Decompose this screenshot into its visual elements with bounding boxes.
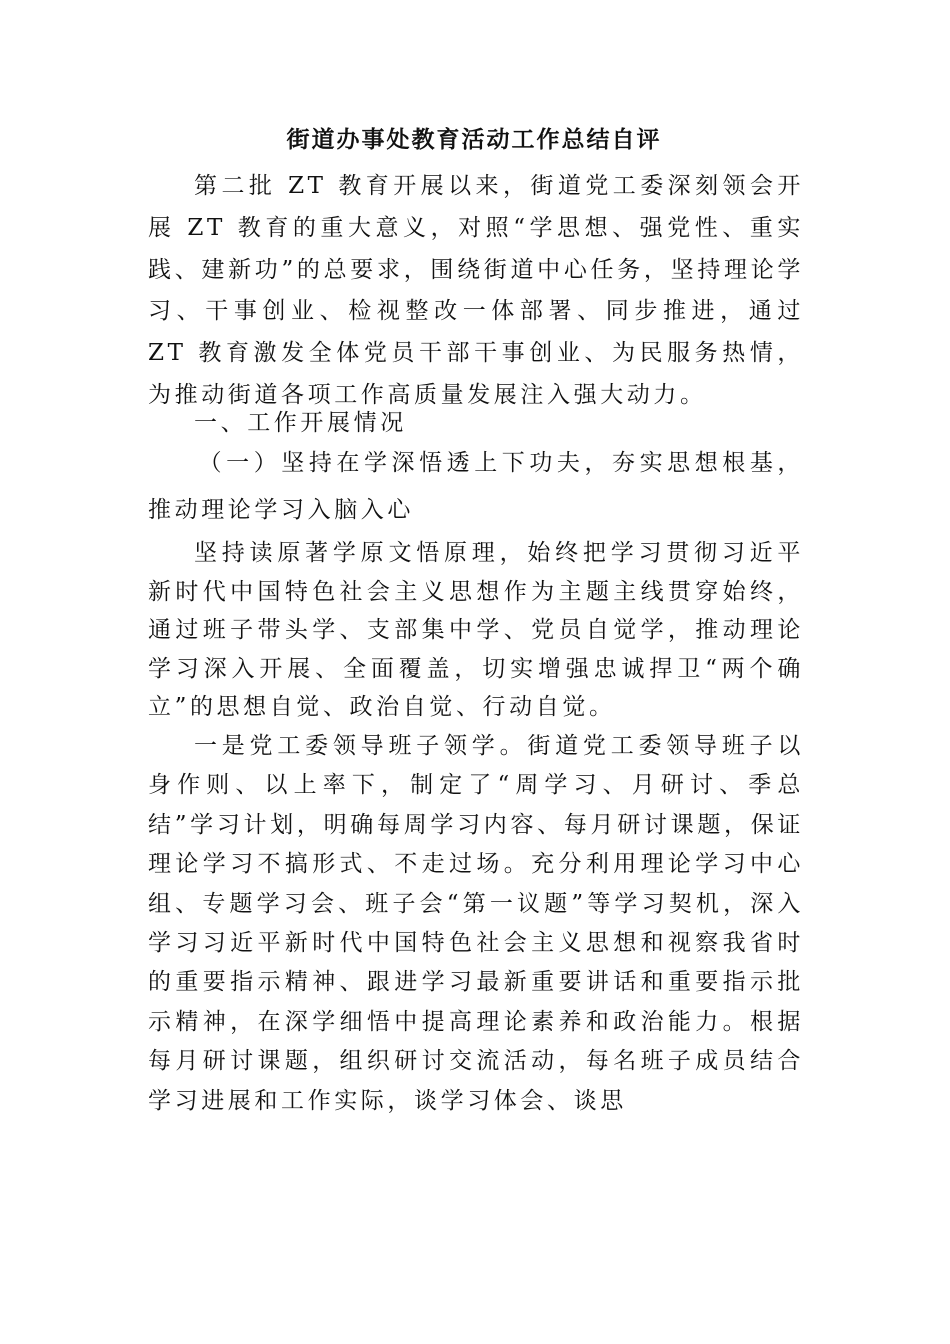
body-paragraph: 一是党工委领导班子领学。街道党工委领导班子以身作则、以上率下，制定了“周学习、月研讨、季总结”学习计划，明确每周学习内容、每月研讨课题，保证理论学习不搞形式、不走过场。充分利用理论学习中心组、专题学习会、班子会“第一议题”等学习契机，深入学习习近平新时代中国特色社会主义思想和视察我省时的重要指示精神、跟进学习最新重要讲话和重要指示批示精神，在深学细悟中提高理论素养和政治能力。根据每月研讨课题，组织研讨交流活动，每名班子成员结合学习进展和工作实际，谈学习体会、谈思: [148, 733, 804, 1114]
body-paragraph: 坚持读原著学原文悟原理，始终把学习贯彻习近平新时代中国特色社会主义思想作为主题主线贯穿始终，通过班子带头学、支部集中学、党员自觉学，推动理论学习深入开展、全面覆盖，切实增强忠诚捍卫“两个确立”的思想自觉、政治自觉、行动自觉。: [148, 540, 804, 720]
section-heading: 一、工作开展情况: [194, 410, 407, 436]
document-title: 街道办事处教育活动工作总结自评: [286, 126, 662, 153]
subsection-heading: （一）坚持在学深悟透上下功夫，夯实思想根基，推动理论学习入脑入心: [148, 450, 804, 523]
intro-paragraph: 第二批 ZT 教育开展以来，街道党工委深刻领会开展 ZT 教育的重大意义，对照“学思想、强党性、重实践、建新功”的总要求，围绕街道中心任务，坚持理论学习、干事创业、检视整改一体部署、同步推进，通过 ZT 教育激发全体党员干部干事创业、为民服务热情，为推动街道各项工作高质量发展注入强大动力。: [148, 173, 804, 408]
